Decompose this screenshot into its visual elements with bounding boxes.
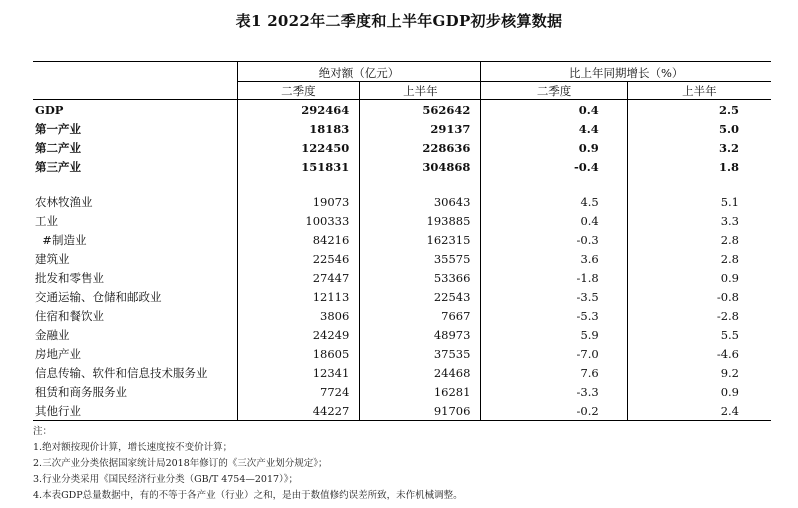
row-label: 第二产业 [35, 140, 81, 155]
q2-growth-cell: 7.6 [481, 363, 627, 382]
h1-growth-cell: 3.3 [627, 211, 771, 230]
h1-value-cell: 24468 [360, 363, 481, 382]
spacer-cell [360, 176, 481, 192]
row-label: 建筑业 [35, 251, 70, 266]
q2-value-cell: 44227 [237, 401, 360, 421]
h1-value-cell: 30643 [360, 192, 481, 211]
q2-value-cell: 24249 [237, 325, 360, 344]
spacer-cell [481, 176, 627, 192]
q2-growth-cell: 4.5 [481, 192, 627, 211]
h1-growth-cell: -4.6 [627, 344, 771, 363]
table-row [33, 138, 771, 157]
h1-value-cell: 193885 [360, 211, 481, 230]
spacer-cell [627, 176, 771, 192]
h1-value-cell: 91706 [360, 401, 481, 421]
h1-value-cell: 7667 [360, 306, 481, 325]
table-row [33, 230, 771, 249]
footnotes [33, 424, 771, 504]
h1-growth-cell: 3.2 [627, 138, 771, 157]
q2-growth-cell: -1.8 [481, 268, 627, 287]
q2-value-cell: 19073 [237, 192, 360, 211]
row-label: 第一产业 [35, 121, 81, 136]
q2-growth-cell: 5.9 [481, 325, 627, 344]
table-row [33, 268, 771, 287]
header-blank [33, 62, 237, 82]
q2-growth-cell: 0.4 [481, 211, 627, 230]
h1-value-cell: 29137 [360, 119, 481, 138]
gdp-table [33, 61, 771, 421]
header-h1-growth: 上半年 [627, 82, 771, 100]
h1-growth-cell: 0.9 [627, 268, 771, 287]
table-row [33, 363, 771, 382]
row-label: 住宿和餐饮业 [35, 308, 104, 323]
q2-growth-cell: 0.9 [481, 138, 627, 157]
note-line: 1.绝对额按现价计算，增长速度按不变价计算； [33, 442, 233, 453]
h1-value-cell: 22543 [360, 287, 481, 306]
table-row [33, 382, 771, 401]
h1-growth-cell: 5.5 [627, 325, 771, 344]
h1-value-cell: 562642 [360, 100, 481, 120]
h1-value-cell: 16281 [360, 382, 481, 401]
table-row [33, 211, 771, 230]
spacer-row [33, 176, 771, 192]
q2-value-cell: 12341 [237, 363, 360, 382]
table-row [33, 249, 771, 268]
note-line: 2.三次产业分类依据国家统计局2018年修订的《三次产业划分规定》； [33, 458, 328, 469]
table-row [33, 306, 771, 325]
row-label: 工业 [35, 213, 58, 228]
row-label: 金融业 [35, 327, 70, 342]
note-line: 3.行业分类采用《国民经济行业分类（GB/T 4754—2017）》； [33, 474, 299, 485]
q2-value-cell: 84216 [237, 230, 360, 249]
q2-value-cell: 18183 [237, 119, 360, 138]
h1-value-cell: 162315 [360, 230, 481, 249]
q2-growth-cell: -5.3 [481, 306, 627, 325]
row-label: 其他行业 [35, 403, 81, 418]
row-label: #制造业 [35, 232, 87, 247]
row-label: 批发和零售业 [35, 270, 104, 285]
header-absolute-value: 绝对额（亿元） [237, 62, 481, 82]
h1-growth-cell: 2.5 [627, 100, 771, 120]
spacer-cell [237, 176, 360, 192]
table-row [33, 287, 771, 306]
q2-growth-cell: -0.4 [481, 157, 627, 176]
q2-growth-cell: -3.3 [481, 382, 627, 401]
q2-growth-cell: -0.2 [481, 401, 627, 421]
header-h1-value: 上半年 [360, 82, 481, 100]
h1-growth-cell: 0.9 [627, 382, 771, 401]
h1-growth-cell: -0.8 [627, 287, 771, 306]
h1-growth-cell: 5.1 [627, 192, 771, 211]
q2-value-cell: 22546 [237, 249, 360, 268]
q2-growth-cell: 4.4 [481, 119, 627, 138]
h1-value-cell: 304868 [360, 157, 481, 176]
q2-growth-cell: -3.5 [481, 287, 627, 306]
spacer-cell [33, 176, 237, 192]
h1-growth-cell: 5.0 [627, 119, 771, 138]
q2-value-cell: 151831 [237, 157, 360, 176]
q2-value-cell: 12113 [237, 287, 360, 306]
row-label: 信息传输、软件和信息技术服务业 [35, 365, 208, 380]
q2-growth-cell: 0.4 [481, 100, 627, 120]
h1-growth-cell: 2.4 [627, 401, 771, 421]
header-row-group [33, 62, 771, 82]
header-q2-value: 二季度 [237, 82, 360, 100]
table-row [33, 401, 771, 421]
table-title: 表1 2022年二季度和上半年GDP初步核算数据 [235, 12, 563, 30]
q2-value-cell: 27447 [237, 268, 360, 287]
h1-value-cell: 53366 [360, 268, 481, 287]
row-label: 第三产业 [35, 159, 81, 174]
q2-value-cell: 18605 [237, 344, 360, 363]
table-body [33, 100, 771, 421]
q2-growth-cell: -7.0 [481, 344, 627, 363]
table-row [33, 100, 771, 120]
note-line: 注： [33, 426, 53, 437]
row-label: 交通运输、仓储和邮政业 [35, 289, 162, 304]
header-growth-rate: 比上年同期增长（%） [481, 62, 771, 82]
h1-growth-cell: 9.2 [627, 363, 771, 382]
header-blank-2 [33, 82, 237, 100]
h1-growth-cell: -2.8 [627, 306, 771, 325]
h1-value-cell: 228636 [360, 138, 481, 157]
h1-growth-cell: 2.8 [627, 249, 771, 268]
q2-growth-cell: 3.6 [481, 249, 627, 268]
q2-value-cell: 292464 [237, 100, 360, 120]
h1-value-cell: 48973 [360, 325, 481, 344]
row-label: 房地产业 [35, 346, 81, 361]
header-q2-growth: 二季度 [481, 82, 627, 100]
table-row [33, 119, 771, 138]
row-label: 租赁和商务服务业 [35, 384, 127, 399]
h1-value-cell: 37535 [360, 344, 481, 363]
table-row [33, 325, 771, 344]
note-line: 4.本表GDP总量数据中，有的不等于各产业（行业）之和，是由于数值修约误差所致，未作机械调整。 [33, 490, 463, 501]
row-label: 农林牧渔业 [35, 194, 93, 209]
q2-growth-cell: -0.3 [481, 230, 627, 249]
table-row [33, 157, 771, 176]
q2-value-cell: 7724 [237, 382, 360, 401]
q2-value-cell: 3806 [237, 306, 360, 325]
table-row [33, 192, 771, 211]
h1-growth-cell: 1.8 [627, 157, 771, 176]
h1-growth-cell: 2.8 [627, 230, 771, 249]
table-row [33, 344, 771, 363]
row-label: GDP [35, 102, 64, 117]
q2-value-cell: 100333 [237, 211, 360, 230]
header-row-period [33, 82, 771, 100]
h1-value-cell: 35575 [360, 249, 481, 268]
q2-value-cell: 122450 [237, 138, 360, 157]
